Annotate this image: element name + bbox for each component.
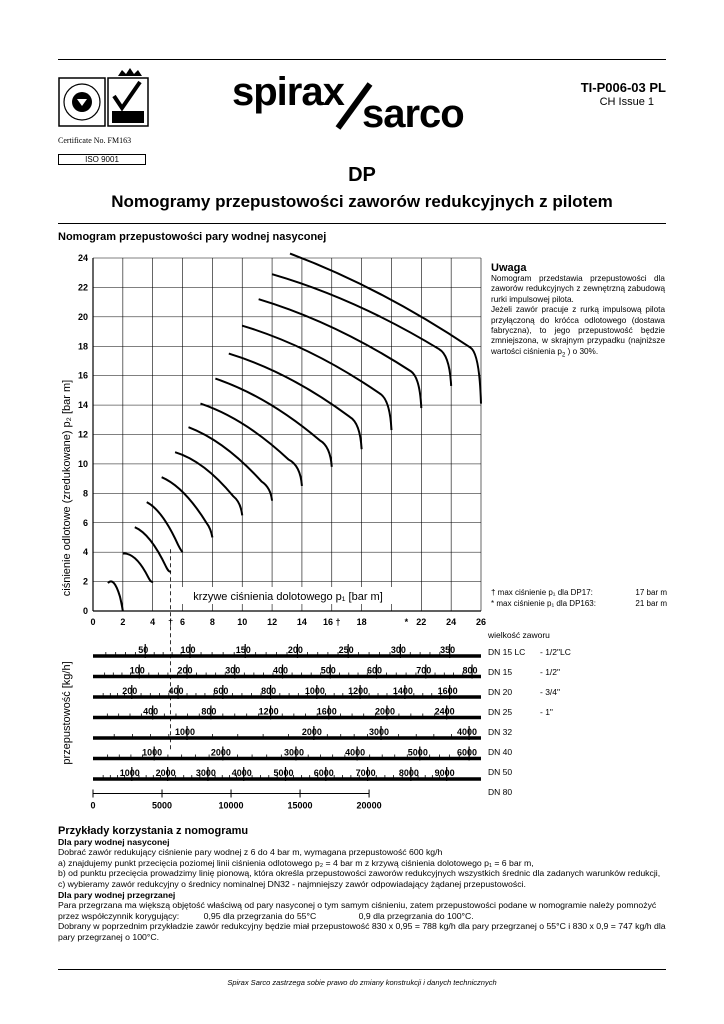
curve-p1-20 bbox=[242, 326, 391, 430]
logo-top: spirax bbox=[232, 70, 344, 114]
valve-connection: - 1/2" bbox=[540, 667, 561, 677]
flow-label-5000: 5000 bbox=[407, 747, 428, 758]
document-code: TI-P006-03 PL bbox=[580, 80, 666, 95]
valve-dn: DN 20 bbox=[488, 687, 513, 697]
superheated-text-main: Para przegrzana ma większą objętość właściwą od pary nasyconej o tym samym ciśnieniu, zatem przepustowości podane w nomogramie należy pomnożyć przez współczynnik korygujący: bbox=[58, 900, 657, 921]
flow-scale-label-5000: 5000 bbox=[152, 800, 173, 810]
superheated-example: Dobrany w poprzednim przykładzie zawór redukcyjny będzie miał przepustowość 830 x 0,95 = 788 kg/h dla pary przegrzanej o 55°C i 830 x 0,9 = 747 kg/h dla pary przegrzanej o 100°C. bbox=[58, 921, 666, 942]
step-c: c) wybieramy zawór redukcyjny o średnicy nominalnej DN32 - najmniejszy zawór odpowiadający żądanej przepustowości. bbox=[58, 878, 526, 889]
flow-label-400: 400 bbox=[143, 706, 159, 717]
logo-bottom: sarco bbox=[362, 92, 464, 136]
valve-size-row bbox=[488, 642, 598, 662]
valve-dn: DN 15 bbox=[488, 667, 513, 677]
y-axis-label: ciśnienie odlotowe (zredukowane) p₂ [bar m] bbox=[61, 379, 73, 597]
valve-dn: DN 40 bbox=[488, 747, 513, 757]
y-tick-18: 18 bbox=[77, 341, 88, 352]
flow-label-350: 350 bbox=[440, 645, 456, 655]
flow-label-150: 150 bbox=[235, 645, 251, 655]
valve-size-row bbox=[488, 722, 598, 742]
saturated-intro: Dobrać zawór redukujący ciśnienie pary wodnej z 6 do 4 bar m, wymagana przepustowość 600 kg/h bbox=[58, 847, 443, 858]
valve-connection: - 1" bbox=[540, 707, 553, 717]
x-tick-14: 14 bbox=[296, 617, 307, 627]
flow-row-7 bbox=[93, 767, 481, 781]
flow-row-6 bbox=[93, 747, 481, 761]
flow-axis-label: przepustowość [kg/h] bbox=[61, 661, 73, 765]
x-tick-0: 0 bbox=[90, 617, 96, 627]
valve-size-row bbox=[488, 662, 598, 682]
flow-label-1600: 1600 bbox=[437, 686, 458, 696]
footnote-dagger bbox=[491, 588, 667, 598]
flow-label-8000: 8000 bbox=[398, 768, 419, 778]
flow-label-1000: 1000 bbox=[304, 686, 325, 696]
issue-label: CH Issue 1 bbox=[599, 96, 654, 108]
valve-dn: DN 50 bbox=[488, 767, 513, 777]
factor-100: 0,9 dla przegrzania do 100°C. bbox=[358, 910, 474, 921]
flow-label-2400: 2400 bbox=[434, 706, 455, 717]
flow-label-250: 250 bbox=[338, 645, 354, 655]
valve-size-header: wielkość zaworu bbox=[488, 630, 550, 640]
valve-dn: DN 15 LC bbox=[488, 647, 526, 657]
curve-p1-26 bbox=[290, 254, 481, 404]
flow-label-4000: 4000 bbox=[231, 768, 252, 778]
top-rule bbox=[58, 59, 666, 60]
flow-label-9000: 9000 bbox=[434, 768, 455, 778]
valve-dn: DN 80 bbox=[488, 787, 513, 797]
x-tick-26: 26 bbox=[475, 617, 487, 627]
curve-p1-6 bbox=[147, 502, 183, 552]
valve-connection: - 1/2"LC bbox=[540, 647, 571, 657]
flow-scale-label-10000: 10000 bbox=[218, 800, 244, 810]
step-a: a) znajdujemy punkt przecięcia poziomej linii ciśnienia odlotowego p₂ = 4 bar m z krzywą ciśnienia dolotowego p₁ = 6 bar m, bbox=[58, 857, 534, 868]
valve-size-list bbox=[488, 628, 598, 797]
flow-row-4 bbox=[93, 706, 481, 720]
flow-row-3 bbox=[93, 685, 481, 699]
flow-label-200: 200 bbox=[177, 665, 193, 676]
flow-label-1600: 1600 bbox=[316, 706, 337, 717]
curve-p1-4 bbox=[123, 554, 153, 582]
valve-size-row bbox=[488, 742, 598, 762]
x-tick-16: 16 † bbox=[323, 617, 341, 627]
flow-label-5000: 5000 bbox=[273, 768, 294, 778]
footnote-star bbox=[491, 599, 667, 609]
x-tick-8: 8 bbox=[209, 617, 215, 627]
valve-size-row bbox=[488, 682, 598, 702]
iso-badge: ISO 9001 bbox=[58, 154, 146, 165]
nomogram-chart bbox=[56, 248, 488, 810]
saturated-heading: Dla pary wodnej nasyconej bbox=[58, 836, 170, 847]
flow-label-3000: 3000 bbox=[195, 768, 216, 778]
x-tick-10: 10 bbox=[237, 617, 248, 627]
y-tick-20: 20 bbox=[77, 311, 88, 322]
flow-label-600: 600 bbox=[213, 686, 229, 696]
step-b: b) od punktu przecięcia prowadzimy linię pionową, która określa przepustowości zaworów redukcyjnych wszystkich średnic dla zadanych warunków redukcji, bbox=[58, 868, 661, 879]
flow-label-600: 600 bbox=[367, 665, 383, 676]
y-tick-6: 6 bbox=[82, 517, 88, 528]
x-tick-12: 12 bbox=[267, 617, 278, 627]
footer-disclaimer: Spirax Sarco zastrzega sobie prawo do zmiany konstrukcji i danych technicznych bbox=[227, 978, 497, 987]
dagger-value: 17 bar m bbox=[635, 588, 667, 597]
y-tick-0: 0 bbox=[82, 606, 88, 616]
y-tick-14: 14 bbox=[77, 400, 88, 411]
star-value: 21 bar m bbox=[635, 599, 667, 608]
flow-label-4000: 4000 bbox=[345, 747, 366, 758]
y-tick-8: 8 bbox=[82, 488, 88, 499]
factor-55: 0,95 dla przegrzania do 55°C bbox=[203, 910, 317, 921]
superheated-heading: Dla pary wodnej przegrzanej bbox=[58, 889, 176, 900]
flow-label-400: 400 bbox=[273, 665, 289, 676]
flow-label-2000: 2000 bbox=[301, 727, 322, 737]
curve-p1-22 bbox=[259, 299, 422, 408]
curve-p1-18 bbox=[229, 354, 362, 450]
y-tick-2: 2 bbox=[82, 576, 88, 587]
flow-label-7000: 7000 bbox=[355, 768, 376, 778]
flow-label-2000: 2000 bbox=[374, 706, 396, 717]
note-heading: Uwaga bbox=[491, 262, 527, 274]
flow-label-700: 700 bbox=[416, 665, 432, 676]
star-label: * max ciśnienie p₁ dla DP163: bbox=[491, 599, 596, 608]
flow-label-6000: 6000 bbox=[313, 768, 334, 778]
flow-label-1200: 1200 bbox=[258, 706, 279, 717]
note-sub: 2 bbox=[562, 352, 566, 359]
x-tick-4: 4 bbox=[150, 617, 156, 627]
flow-scale-label-20000: 20000 bbox=[356, 800, 382, 810]
x-tick-6: 6 bbox=[180, 617, 186, 627]
flow-label-400: 400 bbox=[168, 686, 184, 696]
flow-label-100: 100 bbox=[180, 645, 196, 655]
flow-row-5 bbox=[93, 726, 481, 740]
logo-slash-icon bbox=[334, 82, 374, 130]
x-tick-5.2: † bbox=[168, 617, 174, 627]
valve-connection: - 3/4" bbox=[540, 687, 561, 697]
bsi-badge-icon bbox=[58, 66, 150, 132]
flow-label-800: 800 bbox=[201, 706, 217, 717]
valve-size-row bbox=[488, 762, 598, 782]
examples-section bbox=[58, 826, 666, 943]
flow-label-200: 200 bbox=[122, 686, 138, 696]
page-title: Nomogramy przepustowości zaworów redukcyjnych z pilotem bbox=[111, 192, 613, 211]
flow-scale-label-15000: 15000 bbox=[287, 800, 313, 810]
flow-label-200: 200 bbox=[287, 645, 303, 655]
flow-label-2000: 2000 bbox=[155, 768, 176, 778]
inlet-pressure-caption: krzywe ciśnienia dolotowego p₁ [bar m] bbox=[193, 591, 383, 603]
section-title: Nomogram przepustowości pary wodnej nasyconej bbox=[58, 231, 327, 243]
x-tick-22: 22 bbox=[416, 617, 427, 627]
sarco-logo bbox=[362, 92, 464, 136]
flow-label-3000: 3000 bbox=[368, 727, 390, 737]
valve-dn: DN 32 bbox=[488, 727, 513, 737]
note-panel bbox=[491, 262, 665, 361]
note-text-2 bbox=[491, 305, 665, 361]
valve-size-row bbox=[488, 702, 598, 722]
flow-label-300: 300 bbox=[225, 665, 241, 676]
flow-label-50: 50 bbox=[138, 645, 149, 655]
flow-label-1400: 1400 bbox=[392, 686, 413, 696]
x-tick-24: 24 bbox=[446, 617, 457, 627]
flow-label-2000: 2000 bbox=[210, 747, 231, 758]
y-tick-16: 16 bbox=[77, 370, 88, 381]
flow-label-1000: 1000 bbox=[174, 727, 196, 737]
flow-label-800: 800 bbox=[462, 665, 478, 676]
flow-label-1000: 1000 bbox=[119, 768, 140, 778]
examples-heading: Przykłady korzystania z nomogramu bbox=[58, 825, 249, 837]
x-tick-2: 2 bbox=[120, 617, 126, 627]
y-tick-4: 4 bbox=[82, 547, 88, 558]
curve-p1-2 bbox=[108, 581, 123, 611]
flow-label-1000: 1000 bbox=[142, 747, 163, 758]
note-text-2-end: ) o 30%. bbox=[567, 346, 599, 356]
flow-label-800: 800 bbox=[261, 686, 277, 696]
flow-row-1 bbox=[93, 644, 481, 658]
flow-label-3000: 3000 bbox=[283, 747, 304, 758]
flow-scale-label-0: 0 bbox=[90, 800, 96, 810]
note-text-2-main: Jeżeli zawór pracuje z rurką impulsową pilota przyłączoną do króćca odlotowego (dostawa fabryczna), to jego przepustowość będzie zmniejszona, w skrajnym przypadku (najniższe wartości ciśnienia p bbox=[491, 305, 665, 356]
flow-row-2 bbox=[93, 665, 481, 679]
y-tick-22: 22 bbox=[77, 282, 88, 293]
x-tick-18: 18 bbox=[356, 617, 367, 627]
superheated-text bbox=[58, 900, 666, 921]
flow-label-500: 500 bbox=[320, 665, 336, 676]
note-text-1: Nomogram przedstawia przepustowości dla zaworów redukcyjnych z zewnętrzną zabudową rurki impulsowej pilota. bbox=[491, 274, 665, 304]
flow-label-6000: 6000 bbox=[457, 747, 478, 758]
flow-label-100: 100 bbox=[129, 665, 145, 676]
flow-label-300: 300 bbox=[390, 645, 406, 655]
flow-label-1200: 1200 bbox=[348, 686, 369, 696]
dagger-label: † max ciśnienie p₁ dla DP17: bbox=[491, 588, 593, 597]
title-rule bbox=[58, 223, 666, 224]
y-tick-10: 10 bbox=[77, 458, 88, 469]
y-tick-12: 12 bbox=[77, 429, 88, 440]
footer-rule bbox=[58, 969, 666, 970]
x-tick-21: * bbox=[404, 617, 409, 627]
y-tick-24: 24 bbox=[77, 253, 88, 263]
valve-dn: DN 25 bbox=[488, 707, 513, 717]
spirax-logo bbox=[232, 70, 344, 114]
flow-label-4000: 4000 bbox=[457, 727, 478, 737]
product-name: DP bbox=[348, 164, 376, 186]
valve-size-row bbox=[488, 782, 598, 802]
curve-p1-10 bbox=[175, 452, 242, 515]
certificate-number: Certificate No. FM163 bbox=[58, 136, 132, 145]
